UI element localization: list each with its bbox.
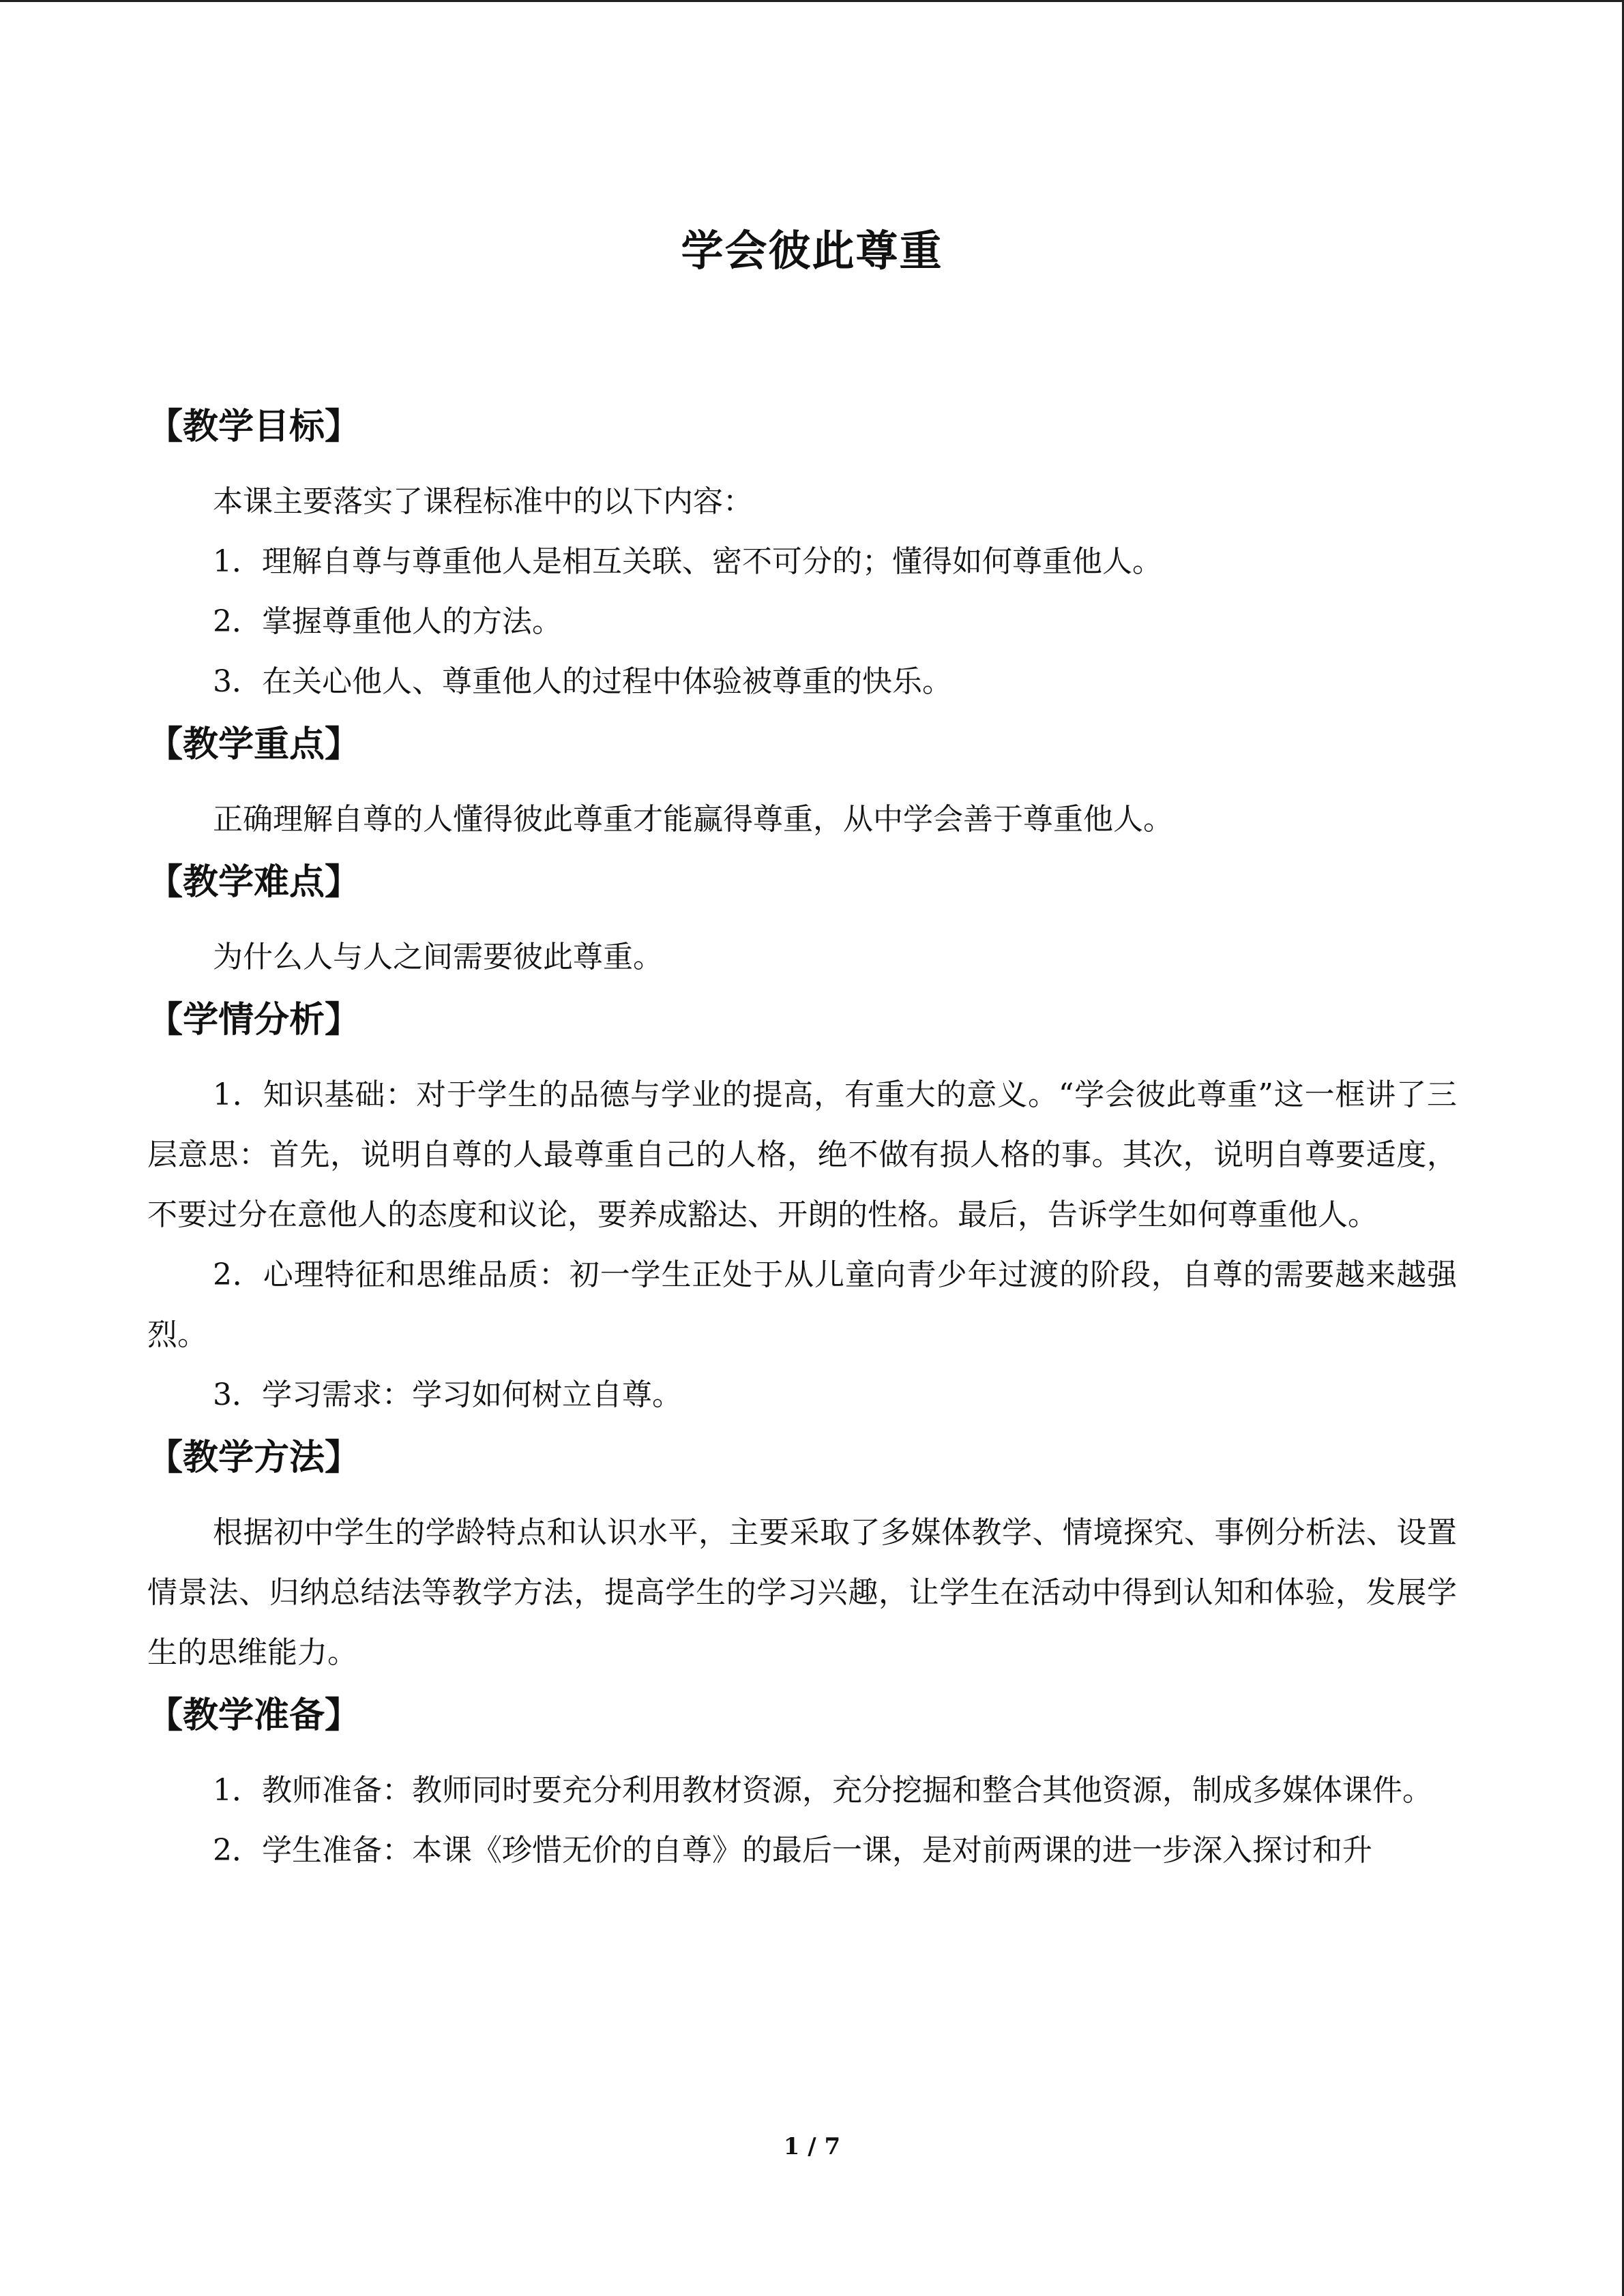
- paragraph: 2．掌握尊重他人的方法。: [213, 604, 562, 639]
- page-title: 学会彼此尊重: [681, 226, 943, 275]
- paragraph: 2．心理特征和思维品质：初一学生正处于从儿童向青少年过渡的阶段，自尊的需要越来越强烈。: [147, 1257, 1457, 1352]
- section-teaching-methods: [147, 1425, 1457, 1683]
- paragraph: 为什么人与人之间需要彼此尊重。: [213, 940, 663, 974]
- section-heading: 【教学目标】: [147, 406, 361, 447]
- document-body: [147, 394, 1457, 1881]
- section-heading: 【教学难点】: [147, 861, 361, 903]
- section-heading: 【教学重点】: [147, 724, 361, 765]
- section-heading: 【教学方法】: [147, 1437, 361, 1478]
- section-heading: 【学情分析】: [147, 999, 361, 1041]
- paragraph: 1．知识基础：对于学生的品德与学业的提高，有重大的意义。“学会彼此尊重”这一框讲了三层意思：首先，说明自尊的人最尊重自己的人格，绝不做有损人格的事。其次，说明自尊要适度，不要过分在意他人的态度和议论，要养成豁达、开朗的性格。最后，告诉学生如何尊重他人。: [147, 1077, 1457, 1232]
- paragraph: 1．理解自尊与尊重他人是相互关联、密不可分的；懂得如何尊重他人。: [213, 544, 1162, 579]
- paragraph: 1．教师准备：教师同时要充分利用教材资源，充分挖掘和整合其他资源，制成多媒体课件。: [213, 1773, 1432, 1808]
- section-teaching-preparation: [147, 1683, 1457, 1881]
- section-student-analysis: [147, 987, 1457, 1425]
- paragraph: 3．在关心他人、尊重他人的过程中体验被尊重的快乐。: [213, 664, 952, 699]
- top-border-line: [0, 0, 1624, 2]
- section-teaching-goals: [147, 394, 1457, 712]
- paragraph: 根据初中学生的学龄特点和认识水平，主要采取了多媒体教学、情境探究、事例分析法、设置情景法、归纳总结法等教学方法，提高学生的学习兴趣，让学生在活动中得到认知和体验，发展学生的思维能力。: [147, 1515, 1457, 1670]
- page-number: 1 / 7: [783, 2133, 841, 2160]
- section-difficulties: [147, 850, 1457, 987]
- paragraph: 本课主要落实了课程标准中的以下内容：: [213, 484, 753, 519]
- section-key-points: [147, 712, 1457, 850]
- section-heading: 【教学准备】: [147, 1695, 361, 1736]
- paragraph: 3．学习需求：学习如何树立自尊。: [213, 1377, 682, 1412]
- paragraph: 2．学生准备：本课《珍惜无价的自尊》的最后一课，是对前两课的进一步深入探讨和升: [213, 1833, 1372, 1868]
- paragraph: 正确理解自尊的人懂得彼此尊重才能赢得尊重，从中学会善于尊重他人。: [213, 802, 1173, 837]
